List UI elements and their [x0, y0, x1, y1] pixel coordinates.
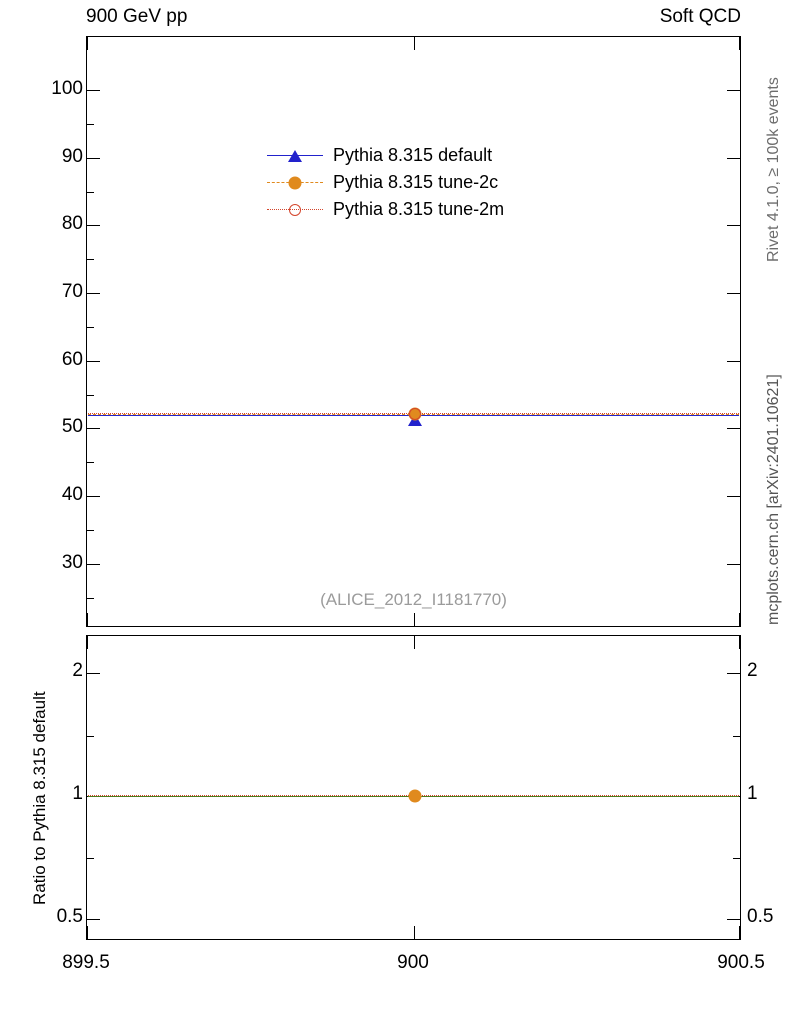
ratio-marker-tune-2c — [409, 790, 422, 803]
y-tick-right — [727, 90, 740, 91]
legend — [267, 142, 504, 223]
ratio-y-tick-right-2 — [727, 673, 740, 674]
y-tick-minor — [87, 192, 94, 193]
ratio-x-tick-right — [739, 926, 740, 939]
x-label-900: 900 — [397, 952, 429, 973]
legend-label-tune-2c: Pythia 8.315 tune-2c — [333, 172, 499, 192]
ratio-x-tick-mid — [414, 926, 415, 939]
y-tick-minor — [87, 462, 94, 463]
ratio-y-tick-right-0p5 — [727, 919, 740, 920]
legend-label-default: Pythia 8.315 default — [333, 145, 493, 165]
ratio-y-label-0p5: 0.5 — [56, 906, 83, 927]
y-tick-minor — [87, 327, 94, 328]
mcplots-arxiv-caption: mcplots.cern.ch [arXiv:2401.10621] — [765, 374, 782, 625]
y-tick-right — [727, 225, 740, 226]
ratio-plot-panel — [86, 635, 741, 940]
y-tick-70 — [87, 293, 100, 294]
x-tick-mid — [414, 613, 415, 626]
y-label-100: 100 — [51, 78, 83, 99]
legend-sample-tune-2c — [267, 173, 323, 193]
y-tick-80 — [87, 225, 100, 226]
y-tick-minor — [87, 395, 94, 396]
rivet-version-caption: Rivet 4.1.0, ≥ 100k events — [765, 77, 782, 262]
y-tick-60 — [87, 361, 100, 362]
y-tick-right — [727, 428, 740, 429]
y-tick-right — [727, 496, 740, 497]
ratio-y-label-2: 2 — [72, 660, 83, 681]
dataset-tag: (ALICE_2012_I1181770) — [320, 590, 507, 609]
legend-label-tune-2m: Pythia 8.315 tune-2m — [333, 199, 505, 219]
y-label-30: 30 — [61, 552, 83, 573]
y-tick-100 — [87, 90, 100, 91]
plot-header — [86, 6, 741, 34]
y-label-80: 80 — [61, 213, 83, 234]
y-tick-minor — [87, 530, 94, 531]
x-tick-right — [739, 613, 740, 626]
ratio-x-tick-left — [87, 926, 88, 939]
x-tick-left — [87, 613, 88, 626]
legend-sample-tune-2m — [267, 200, 323, 220]
ratio-y-tick-minor — [87, 736, 94, 737]
legend-item-default — [267, 142, 504, 169]
legend-sample-default — [267, 146, 323, 166]
y-label-90: 90 — [61, 146, 83, 167]
ratio-x-tick-left-top — [87, 636, 88, 649]
ratio-y-tick-minor — [87, 858, 94, 859]
legend-item-tune-2c — [267, 169, 504, 196]
legend-marker-open-circle-icon — [289, 204, 301, 216]
ratio-y-label-right-1: 1 — [747, 783, 758, 804]
ratio-x-tick-mid-top — [414, 636, 415, 649]
y-tick-minor — [87, 259, 94, 260]
legend-marker-triangle-icon — [288, 150, 302, 162]
ratio-y-label-right-0p5: 0.5 — [747, 906, 774, 927]
main-plot-panel — [86, 36, 741, 627]
y-label-60: 60 — [61, 349, 83, 370]
y-tick-90 — [87, 158, 100, 159]
y-tick-right — [727, 293, 740, 294]
ratio-x-tick-right-top — [739, 636, 740, 649]
y-label-50: 50 — [61, 416, 83, 437]
header-right-label: Soft QCD — [659, 6, 741, 27]
y-label-70: 70 — [61, 281, 83, 302]
legend-item-tune-2m — [267, 196, 504, 223]
y-tick-right — [727, 564, 740, 565]
y-tick-right — [727, 361, 740, 362]
x-label-900p5: 900.5 — [717, 952, 765, 973]
x-tick-left-top — [87, 37, 88, 50]
y-tick-30 — [87, 564, 100, 565]
y-tick-right — [727, 158, 740, 159]
ratio-y-label-right-2: 2 — [747, 660, 758, 681]
x-label-899p5: 899.5 — [62, 952, 110, 973]
x-tick-right-top — [739, 37, 740, 50]
y-label-40: 40 — [61, 484, 83, 505]
y-tick-40 — [87, 496, 100, 497]
y-tick-minor — [87, 598, 94, 599]
legend-marker-filled-circle-icon — [289, 176, 302, 189]
x-tick-mid-top — [414, 37, 415, 50]
ratio-y-tick-0p5 — [87, 919, 100, 920]
ratio-y-tick-right-minor — [733, 736, 740, 737]
y-tick-50 — [87, 428, 100, 429]
ratio-y-tick-right-minor — [733, 858, 740, 859]
marker-tune-2m — [409, 408, 421, 420]
ratio-y-axis-title: Ratio to Pythia 8.315 default — [30, 691, 49, 905]
ratio-y-label-1: 1 — [72, 783, 83, 804]
header-left-label: 900 GeV pp — [86, 6, 188, 27]
ratio-y-tick-2 — [87, 673, 100, 674]
y-tick-minor — [87, 124, 94, 125]
